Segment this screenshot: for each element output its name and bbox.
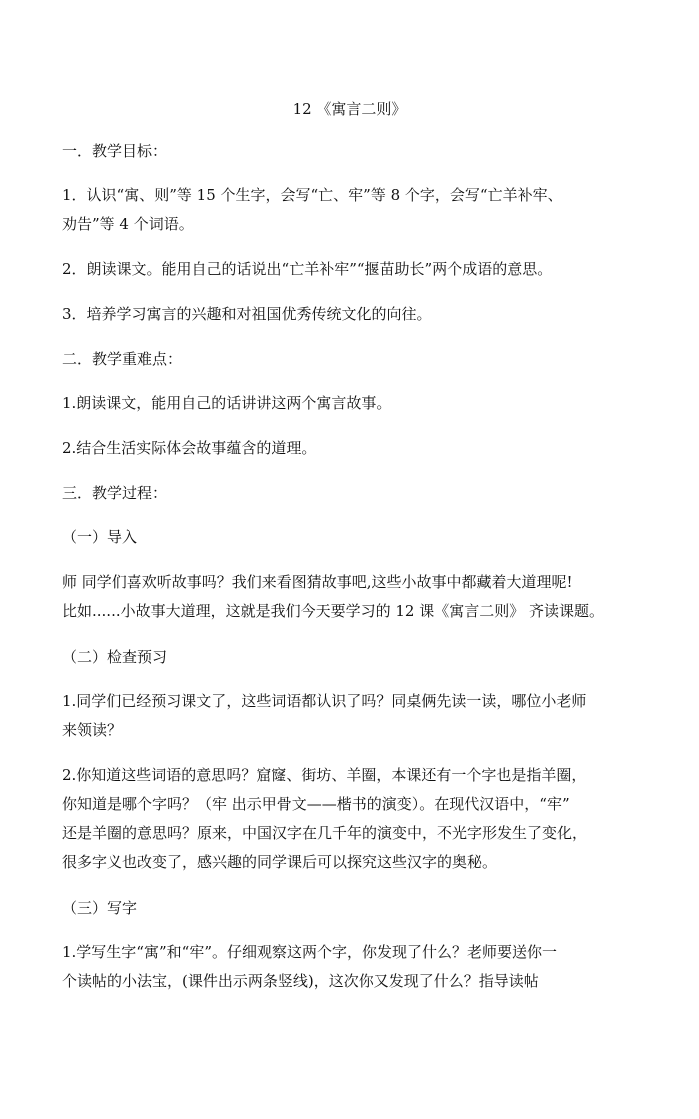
subsection-writing: （三）写字 <box>62 899 138 917</box>
section-heading-process: 三．教学过程： <box>62 484 168 502</box>
preview-1-line-1: 1.同学们已经预习课文了，这些词语都认识了吗？同桌俩先读一读，哪位小老师 <box>62 692 587 710</box>
subsection-intro: （一）导入 <box>62 528 138 546</box>
intro-paragraph-line-1: 师 同学们喜欢听故事吗？我们来看图猜故事吧,这些小故事中都藏着大道理呢! <box>62 573 573 591</box>
preview-2-line-3: 还是羊圈的意思吗？原来，中国汉字在几千年的演变中，不光字形发生了变化， <box>62 824 588 842</box>
writing-1-line-1: 1.学写生字“寓”和“牢”。仔细观察这两个字，你发现了什么？老师要送你一 <box>62 943 557 961</box>
section-heading-objectives: 一．教学目标： <box>62 142 168 160</box>
objective-3: 3．培养学习寓言的兴趣和对祖国优秀传统文化的向往。 <box>62 305 432 323</box>
key-point-1: 1.朗读课文，能用自己的话讲讲这两个寓言故事。 <box>62 394 392 412</box>
preview-2-line-2: 你知道是哪个字吗？（牢 出示甲骨文——楷书的演变）。在现代汉语中，“牢” <box>62 795 570 813</box>
subsection-preview: （二）检查预习 <box>62 648 168 666</box>
key-point-2: 2.结合生活实际体会故事蕴含的道理。 <box>62 439 317 457</box>
intro-paragraph-line-2: 比如......小故事大道理，这就是我们今天要学习的 12 课《寓言二则》 齐读课题。 <box>62 602 605 620</box>
writing-1-line-2: 个读帖的小法宝，(课件出示两条竖线)，这次你又发现了什么？指导读帖 <box>62 972 539 990</box>
preview-1-line-2: 来领读？ <box>62 721 123 739</box>
objective-1-line-2: 劝告”等 4 个词语。 <box>62 215 194 233</box>
document-title: 12 《寓言二则》 <box>292 100 407 118</box>
objective-2: 2．朗读课文。能用自己的话说出“亡羊补牢”“揠苗助长”两个成语的意思。 <box>62 260 553 278</box>
objective-1-line-1: 1．认识“寓、则”等 15 个生字，会写“亡、牢”等 8 个字，会写“亡羊补牢、 <box>62 186 563 204</box>
preview-2-line-1: 2.你知道这些词语的意思吗？窟窿、街坊、羊圈，本课还有一个字也是指羊圈， <box>62 766 587 784</box>
section-heading-key-points: 二．教学重难点： <box>62 350 183 368</box>
preview-2-line-4: 很多字义也改变了，感兴趣的同学课后可以探究这些汉字的奥秘。 <box>62 853 498 871</box>
